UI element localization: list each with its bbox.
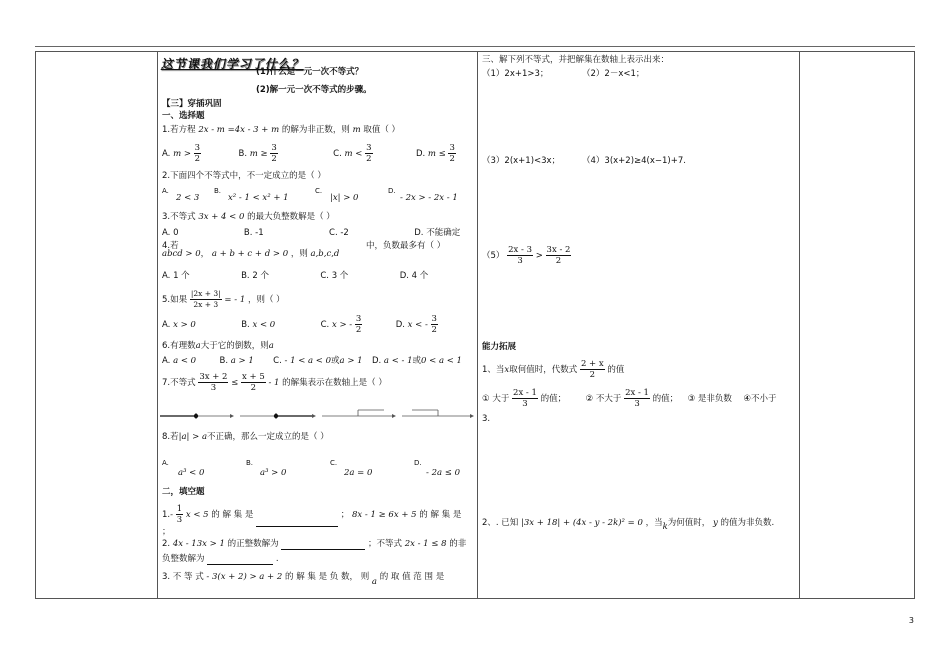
top-rule [35, 46, 915, 47]
question-4-exprs: abcd > 0， a + b + c + d > 0 ，则 a,b,c,d [162, 249, 340, 259]
exercise-2: （2）2－x<1； [582, 69, 645, 79]
part-heading-choice: 一、选择题 [162, 111, 205, 121]
fill-3: 3. 不 等 式 - 3(x + 2) > a + 2 的 解 集 是 负 数， 则 a 的 取 值 范 围 是 [162, 572, 445, 587]
exercise-3: （3）2(x+1)<3x； [482, 156, 561, 166]
question-4-options: A. 1 个 B. 2 个 C. 3 个 D. 4 个 [162, 271, 429, 281]
ability-question-1-end: 3. [482, 414, 491, 424]
fill-blank-2b[interactable] [207, 564, 273, 565]
question-1-options: A. m > $\frac{3}{2}$ B. m ≥ $\frac{3}{2}$ C. m < $\frac{3}{2}$ D. m ≤ $\frac{3}{2}$ [162, 143, 455, 164]
exercise-4: （4）3(x+2)≥4(x−1)+7. [582, 156, 686, 166]
number-line-b[interactable] [240, 413, 316, 419]
question-4: 4.若 [162, 241, 179, 251]
lesson-title: 这节课我们学习了什么？ [160, 57, 307, 71]
number-line-a[interactable] [160, 413, 234, 419]
question-1: 1.若方程 2x - m =4x - 3 + m 的解为非正数，则 m 取值（ ） [162, 125, 401, 135]
review-question-1: (1)什么是一元一次不等式？ [256, 67, 364, 77]
question-4-tail: 中，负数最多有（ ） [366, 241, 446, 251]
fill-2: 2. 4x - 13x > 1 的正整数解为 ；不等式 2x - 1 ≤ 8 的非 [162, 539, 467, 549]
number-line-c[interactable] [322, 410, 396, 418]
column-divider-3 [799, 52, 800, 598]
fill-2-line2: 负整数解为 . [162, 554, 279, 564]
exercise-5: （5） $\frac{2x - 3}{3}$ > $\frac{3x - 2}{2}$ [482, 245, 571, 266]
number-line-d[interactable] [402, 410, 474, 418]
question-3-options: A. 0 B. -1 C. -2 D. 不能确定 [162, 228, 461, 238]
ability-question-1-parts: ① 大于 $\frac{2x - 1}{3}$ 的值； ② 不大于 $\frac{2x - 1}{3}$ 的值； ③ 是非负数 ④不小于 [482, 388, 777, 409]
fill-1: 1.- $\frac{1}{3}$ x < 5 的 解 集 是 ； 8x - 1 ≥ 6x + 5 的 解 集 是 [162, 504, 462, 525]
page-number: 3 [908, 616, 914, 625]
question-2: 2.下面四个不等式中，不一定成立的是（ ） [162, 171, 326, 181]
exercise-1: （1）2x+1>3； [482, 69, 549, 79]
fill-blank-2a[interactable] [281, 549, 365, 550]
ability-heading: 能力拓展 [482, 342, 517, 352]
question-6: 6.有理数a大于它的倒数，则a [162, 341, 274, 351]
fill-blank-1a[interactable] [256, 526, 338, 527]
question-8: 8.若|a| > a不正确，那么一定成立的是（ ） [162, 432, 329, 442]
ability-question-2: 2、. 已知 |3x + 18| + (4x - y - 2k)² = 0 ，当k为何值时， y 的值为非负数. [482, 518, 775, 532]
left-content-column: 这节课我们学习了什么？ (1)什么是一元一次不等式？ (2)解一元一次不等式的步骤。 【三】穿插巩固 一、选择题 1.若方程 2x - m =4x - 3 + m 的解为非正数，则 m 取值（ ） A. m > $\frac{3}{2}$ B. m ≥ $\frac{3}{2}$ C. m < $\frac{3}{2}$ D. m ≤ $\frac{3}{2}$ 2.下面四个不等式中，不一定成立的是（ ） A. 2 < 3 B. x² - 1 < x² + 1 C. |x| > 0 D. - 2x > - 2x - 1 3.不等式 3x + 4 < 0 的最大负整数解是（ ） A. 0 B. -1 C. -2 D. 不能确定 4.若 abcd > 0， a + b + c + d > 0 ，则 a,b,c,d 中，负数最多有（ ） A. 1 个 B. 2 个 C. 3 个 D. 4 个 5.如果 $\frac{|2x + 3|}{2x + 3}$ = - 1 ，则（ ） A. x > 0 B. x < 0 C. x > - $\frac{3}{2}$ D. x < - $\frac{3}{2}$ 6.有理数a大于它的倒数，则a A. a < 0 B. a > 1 C. - 1 < a < 0或a > 1 D. a < - 1或0 < a < 1 7.不等式 $\frac{3x + 2}{3}$ ≤ $\frac{x + 5}{2}$ - 1 的解集表示在数轴上是（ ） 8.若|a| > a不正确，那么一定成立的是（ ） A. a³ < 0 B. a³ > 0 C. 2a = 0 D. - 2a ≤ 0 二，填空题 1.- $\frac{1}{3}$ x < 5 的 解 集 是 ； 8x - 1 ≥ 6x + 5 的 解 集 是 ； 2. 4x - 13x > 1 的正整数解为 ；不等式 2x - 1 ≤ 8 的非 负整数解为 . 3. 不 等 式 - 3(x + 2) > a + 2 的 解 集 是 负 数， 则 a 的 取 值 范 围 是 [158, 52, 477, 598]
part-heading-fill: 二，填空题 [162, 487, 205, 497]
ability-question-1: 1、当x取何值时，代数式 $\frac{2 + x}{2}$ 的值 [482, 359, 625, 380]
fill-1-end: ； [162, 527, 171, 537]
question-5: 5.如果 $\frac{|2x + 3|}{2x + 3}$ = - 1 ，则（ ） [162, 289, 285, 309]
question-5-options: A. x > 0 B. x < 0 C. x > - $\frac{3}{2}$ D. x < - $\frac{3}{2}$ [162, 314, 437, 335]
right-content-column [478, 52, 799, 598]
question-7-number-lines [158, 404, 476, 428]
section-heading-3: 【三】穿插巩固 [162, 99, 222, 109]
question-3: 3.不等式 3x + 4 < 0 的最大负整数解是（ ） [162, 212, 335, 222]
section-3-heading: 三、解下列不等式，并把解集在数轴上表示出来： [482, 55, 670, 65]
review-question-2: (2)解一元一次不等式的步骤。 [256, 85, 372, 95]
worksheet-table [35, 51, 915, 599]
question-7: 7.不等式 $\frac{3x + 2}{3}$ ≤ $\frac{x + 5}{2}$ - 1 的解集表示在数轴上是（ ） [162, 372, 387, 393]
question-6-options: A. a < 0 B. a > 1 C. - 1 < a < 0或a > 1 D. a < - 1或0 < a < 1 [162, 356, 462, 366]
